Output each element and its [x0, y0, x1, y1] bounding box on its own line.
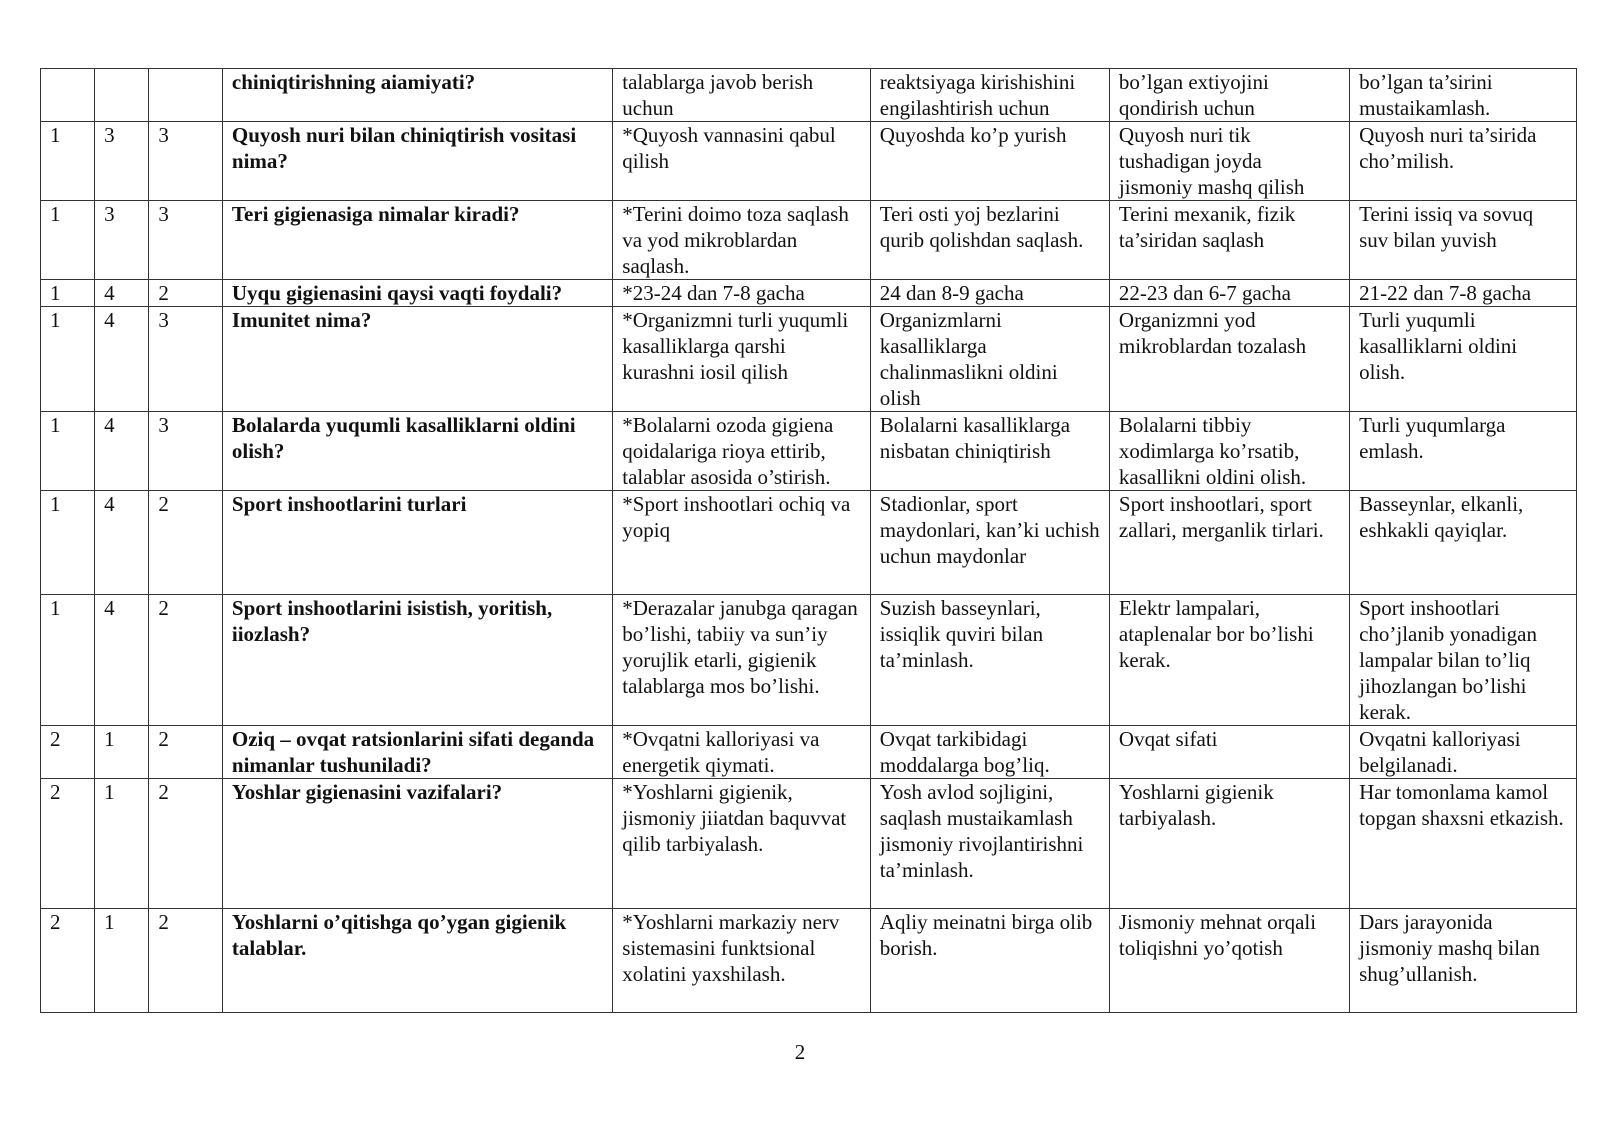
cell-index-2: 3	[95, 201, 149, 280]
cell-correct-answer: *Sport inshootlari ochiq va yopiq	[613, 491, 871, 595]
cell-option-3: Turli yuqumlarga emlash.	[1350, 412, 1577, 491]
cell-option-2: Sport inshootlari, sport zallari, merganlik tirlari.	[1109, 491, 1349, 595]
cell-option-2: Quyosh nuri tik tushadigan joyda jismoniy mashq qilish	[1109, 122, 1349, 201]
cell-option-3: Har tomonlama kamol topgan shaxsni etkazish.	[1350, 779, 1577, 909]
cell-question: Sport inshootlarini isistish, yoritish, iiozlash?	[222, 595, 612, 726]
cell-option-1: Yosh avlod sojligini, saqlash mustaikamlash jismoniy rivojlantirishni ta’minlash.	[870, 779, 1109, 909]
cell-index-1: 1	[41, 201, 95, 280]
cell-index-1: 1	[41, 280, 95, 307]
page-number: 2	[794, 1040, 806, 1064]
cell-index-3: 2	[149, 491, 223, 595]
cell-option-3: Turli yuqumli kasalliklarni oldini olish.	[1350, 307, 1577, 412]
cell-index-2: 1	[95, 779, 149, 909]
cell-correct-answer: *Yoshlarni markaziy nerv sistemasini funktsional xolatini yaxshilash.	[613, 909, 871, 1013]
cell-option-3: Basseynlar, elkanli, eshkakli qayiqlar.	[1350, 491, 1577, 595]
cell-option-3: Dars jarayonida jismoniy mashq bilan shug’ullanish.	[1350, 909, 1577, 1013]
cell-index-2: 4	[95, 491, 149, 595]
cell-option-3: Ovqatni kalloriyasi belgilanadi.	[1350, 726, 1577, 779]
cell-question: chiniqtirishning aiamiyati?	[222, 69, 612, 122]
cell-option-1: 24 dan 8-9 gacha	[870, 280, 1109, 307]
table-row	[41, 595, 1577, 726]
cell-index-3: 2	[149, 779, 223, 909]
cell-option-2: 22-23 dan 6-7 gacha	[1109, 280, 1349, 307]
cell-index-3	[149, 69, 223, 122]
cell-correct-answer: *Quyosh vannasini qabul qilish	[613, 122, 871, 201]
cell-index-2: 3	[95, 122, 149, 201]
cell-question: Yoshlar gigienasini vazifalari?	[222, 779, 612, 909]
cell-correct-answer: *Derazalar janubga qaragan bo’lishi, tabiiy va sun’iy yorujlik etarli, gigienik talablarga mos bo’lishi.	[613, 595, 871, 726]
cell-option-1: Aqliy meinatni birga olib borish.	[870, 909, 1109, 1013]
cell-index-3: 2	[149, 595, 223, 726]
cell-option-1: Suzish basseynlari, issiqlik quviri bilan ta’minlash.	[870, 595, 1109, 726]
cell-correct-answer: *Ovqatni kalloriyasi va energetik qiymati.	[613, 726, 871, 779]
cell-option-2: Organizmni yod mikroblardan tozalash	[1109, 307, 1349, 412]
cell-option-1: Stadionlar, sport maydonlari, kan’ki uchish uchun maydonlar	[870, 491, 1109, 595]
cell-option-2: Terini mexanik, fizik ta’siridan saqlash	[1109, 201, 1349, 280]
table-row	[41, 779, 1577, 909]
table-row	[41, 122, 1577, 201]
cell-index-3: 3	[149, 122, 223, 201]
cell-option-2: Elektr lampalari, ataplenalar bor bo’lishi kerak.	[1109, 595, 1349, 726]
cell-correct-answer: *Yoshlarni gigienik, jismoniy jiiatdan baquvvat qilib tarbiyalash.	[613, 779, 871, 909]
cell-index-2: 4	[95, 307, 149, 412]
cell-option-2: bo’lgan extiyojini qondirish uchun	[1109, 69, 1349, 122]
cell-option-1: Organizmlarni kasalliklarga chalinmaslikni oldini olish	[870, 307, 1109, 412]
table-row	[41, 307, 1577, 412]
cell-question: Bolalarda yuqumli kasalliklarni oldini olish?	[222, 412, 612, 491]
table-row	[41, 491, 1577, 595]
cell-index-3: 3	[149, 307, 223, 412]
cell-index-2: 4	[95, 595, 149, 726]
cell-option-3: bo’lgan ta’sirini mustaikamlash.	[1350, 69, 1577, 122]
cell-index-2: 4	[95, 280, 149, 307]
table-row	[41, 412, 1577, 491]
cell-question: Teri gigienasiga nimalar kiradi?	[222, 201, 612, 280]
cell-index-3: 2	[149, 909, 223, 1013]
cell-correct-answer: talablarga javob berish uchun	[613, 69, 871, 122]
cell-index-2: 1	[95, 726, 149, 779]
table-row	[41, 69, 1577, 122]
test-questions-table	[40, 68, 1577, 1013]
cell-correct-answer: *Bolalarni ozoda gigiena qoidalariga rioya ettirib, talablar asosida o’stirish.	[613, 412, 871, 491]
cell-option-3: Sport inshootlari cho’jlanib yonadigan lampalar bilan to’liq jihozlangan bo’lishi kerak.	[1350, 595, 1577, 726]
cell-index-1: 1	[41, 595, 95, 726]
cell-option-2: Bolalarni tibbiy xodimlarga ko’rsatib, kasallikni oldini olish.	[1109, 412, 1349, 491]
cell-correct-answer: *Terini doimo toza saqlash va yod mikroblardan saqlash.	[613, 201, 871, 280]
cell-index-1: 2	[41, 909, 95, 1013]
cell-option-3: Quyosh nuri ta’sirida cho’milish.	[1350, 122, 1577, 201]
cell-correct-answer: *Organizmni turli yuqumli kasalliklarga qarshi kurashni iosil qilish	[613, 307, 871, 412]
cell-index-1: 1	[41, 491, 95, 595]
cell-correct-answer: *23-24 dan 7-8 gacha	[613, 280, 871, 307]
cell-question: Imunitet nima?	[222, 307, 612, 412]
cell-question: Uyqu gigienasini qaysi vaqti foydali?	[222, 280, 612, 307]
cell-option-2: Ovqat sifati	[1109, 726, 1349, 779]
cell-question: Sport inshootlarini turlari	[222, 491, 612, 595]
cell-index-3: 3	[149, 412, 223, 491]
cell-index-1: 1	[41, 412, 95, 491]
cell-question: Oziq – ovqat ratsionlarini sifati deganda nimanlar tushuniladi?	[222, 726, 612, 779]
cell-option-3: 21-22 dan 7-8 gacha	[1350, 280, 1577, 307]
cell-index-3: 3	[149, 201, 223, 280]
cell-option-1: Bolalarni kasalliklarga nisbatan chiniqtirish	[870, 412, 1109, 491]
cell-option-1: Ovqat tarkibidagi moddalarga bog’liq.	[870, 726, 1109, 779]
cell-index-2: 4	[95, 412, 149, 491]
cell-option-2: Yoshlarni gigienik tarbiyalash.	[1109, 779, 1349, 909]
cell-option-1: Quyoshda ko’p yurish	[870, 122, 1109, 201]
cell-index-2	[95, 69, 149, 122]
cell-question: Quyosh nuri bilan chiniqtirish vositasi nima?	[222, 122, 612, 201]
table-row	[41, 909, 1577, 1013]
cell-index-2: 1	[95, 909, 149, 1013]
cell-index-1	[41, 69, 95, 122]
cell-index-1: 1	[41, 307, 95, 412]
cell-option-1: reaktsiyaga kirishishini engilashtirish uchun	[870, 69, 1109, 122]
cell-index-1: 2	[41, 726, 95, 779]
cell-question: Yoshlarni o’qitishga qo’ygan gigienik talablar.	[222, 909, 612, 1013]
cell-option-1: Teri osti yoj bezlarini qurib qolishdan saqlash.	[870, 201, 1109, 280]
cell-index-1: 1	[41, 122, 95, 201]
cell-index-1: 2	[41, 779, 95, 909]
table-row	[41, 201, 1577, 280]
table-row	[41, 726, 1577, 779]
cell-option-3: Terini issiq va sovuq suv bilan yuvish	[1350, 201, 1577, 280]
cell-option-2: Jismoniy mehnat orqali toliqishni yo’qotish	[1109, 909, 1349, 1013]
cell-index-3: 2	[149, 280, 223, 307]
table-row	[41, 280, 1577, 307]
cell-index-3: 2	[149, 726, 223, 779]
